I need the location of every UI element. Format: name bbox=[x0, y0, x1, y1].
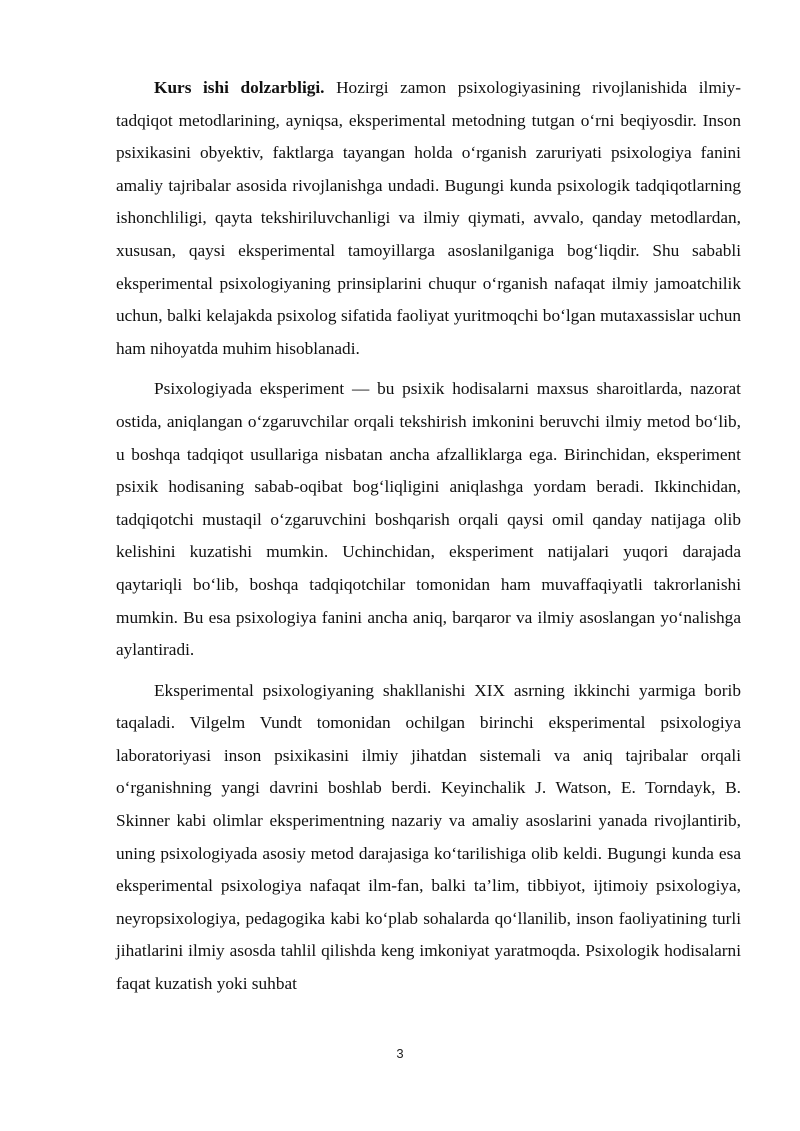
paragraph-history bbox=[116, 675, 741, 1001]
page-number: 3 bbox=[396, 1046, 404, 1061]
paragraph-experiment-definition bbox=[116, 373, 741, 666]
paragraph-relevance bbox=[116, 72, 741, 365]
paragraph-lead-heading: Kurs ishi dolzarbligi. bbox=[154, 78, 325, 97]
paragraph-text: Eksperimental psixologiyaning shakllanishi XIX asrning ikkinchi yarmiga borib taqaladi. Vilgelm Vundt tomonidan ochilgan birinchi eksperimental psixologiya laboratoriyasi inson psixikasini ilmiy jihatdan sistemali va aniq tajribalar orqali o‘rganishning yangi davrini boshlab berdi. Keyinchalik J. Watson, E. Torndayk, B. Skinner kabi olimlar eksperimentning nazariy va amaliy asoslarini yanada rivojlantirib, uning psixologiyada asosiy metod darajasiga ko‘tarilishiga olib keldi. Bugungi kunda esa eksperimental psixologiya nafaqat ilm-fan, balki ta’lim, tibbiyot, ijtimoiy psixologiya, neyropsixologiya, pedagogika kabi ko‘plab sohalarda qo‘llanilib, inson faoliyatining turli jihatlarini ilmiy asosda tahlil qilishda keng imkoniyat yaratmoqda. Psixologik hodisalarni faqat kuzatish yoki suhbat bbox=[116, 680, 741, 994]
body-text bbox=[116, 72, 741, 1001]
paragraph-text: Psixologiyada eksperiment — bu psixik hodisalarni maxsus sharoitlarda, nazorat ostida, aniqlangan o‘zgaruvchilar orqali tekshirish imkonini beruvchi ilmiy metod bo‘lib, u boshqa tadqiqot usullariga nisbatan ancha afzalliklarga ega. Birinchidan, eksperiment psixik hodisaning sabab-oqibat bog‘liqligini aniqlashga yordam beradi. Ikkinchidan, tadqiqotchi mustaqil o‘zgaruvchini boshqarish orqali qaysi omil qanday natijaga olib kelishini kuzatishi mumkin. Uchinchidan, eksperiment natijalari yuqori darajada qaytariqli bo‘lib, boshqa tadqiqotchilar tomonidan ham muvaffaqiyatli takrorlanishi mumkin. Bu esa psixologiya fanini ancha aniq, barqaror va ilmiy asoslangan yo‘nalishga aylantiradi. bbox=[116, 379, 741, 660]
paragraph-text: Hozirgi zamon psixologiyasining rivojlanishida ilmiy-tadqiqot metodlarining, ayniqsa, eksperimental metodning tutgan o‘rni beqiyosdir. Inson psixikasini obyektiv, faktlarga tayangan holda o‘rganish zaruriyati psixologiya fanini amaliy tajribalar asosida rivojlanishga undadi. Bugungi kunda psixologik tadqiqotlarning ishonchliligi, qayta tekshiriluvchanligi va ilmiy qiymati, avvalo, qanday metodlardan, xususan, qaysi eksperimental tamoyillarga asoslanilganiga bog‘liqdir. Shu sababli eksperimental psixologiyaning prinsiplarini chuqur o‘rganish nafaqat ilmiy jamoatchilik uchun, balki kelajakda psixolog sifatida faoliyat yuritmoqchi bo‘lgan mutaxassislar uchun ham nihoyatda muhim hisoblanadi. bbox=[116, 78, 741, 358]
